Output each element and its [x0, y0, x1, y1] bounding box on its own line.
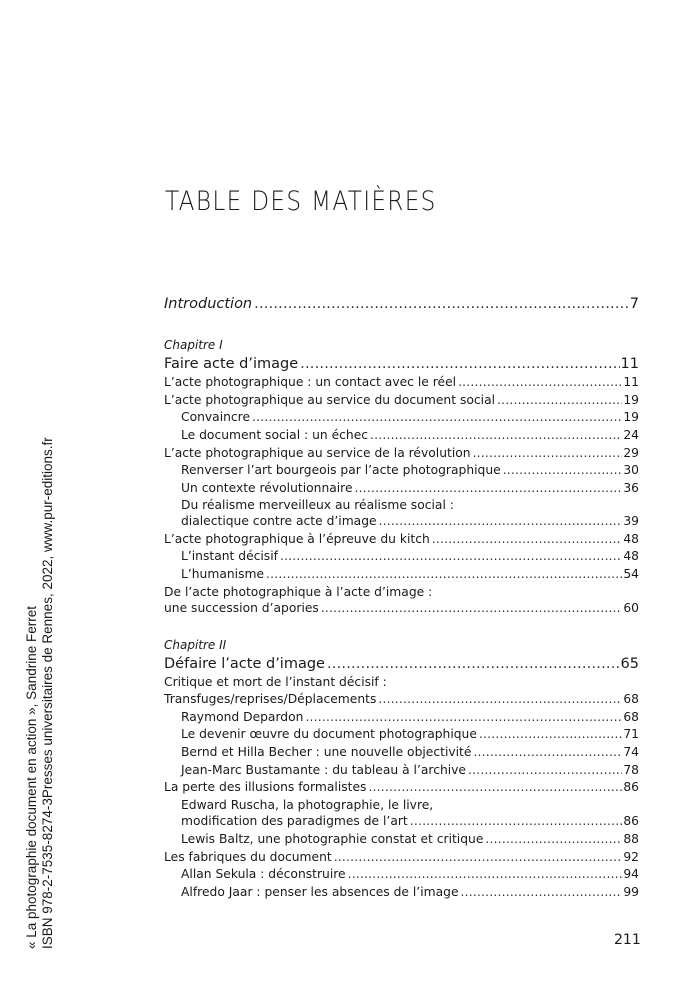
chapter-label: Chapitre II: [164, 638, 227, 652]
toc-entry-label: L’instant décisif: [181, 549, 278, 563]
toc-entry-page: 7: [629, 296, 639, 312]
toc-entry-label: Convaincre: [181, 410, 251, 424]
toc-entry[interactable]: [164, 445, 639, 461]
dot-leader: [410, 813, 623, 829]
toc-entry-label: Renverser l’art bourgeois par l’acte photographique: [181, 463, 501, 477]
toc-subentry[interactable]: [181, 831, 639, 847]
toc-subentry[interactable]: [181, 813, 639, 829]
toc-entry[interactable]: [164, 531, 639, 547]
toc-entry-page: 88: [623, 832, 639, 846]
dot-leader: [378, 691, 622, 707]
toc-entry-page: 68: [623, 692, 639, 706]
dot-leader: [254, 295, 629, 313]
toc-entry-page: 48: [623, 549, 639, 563]
toc-entry-page: 78: [623, 763, 639, 777]
toc-entry-label: Un contexte révolutionnaire: [181, 481, 353, 495]
dot-leader: [485, 831, 622, 847]
toc-entry-label: modification des paradigmes de l’art: [181, 814, 408, 828]
toc-entry-page: 36: [623, 481, 639, 495]
chapter-heading[interactable]: [164, 355, 639, 373]
toc-subentry[interactable]: [181, 462, 639, 478]
toc-entry[interactable]: [164, 600, 639, 616]
toc-entry-label: Les fabriques du document: [164, 850, 332, 864]
toc-subentry[interactable]: [181, 409, 639, 425]
toc-entry-label: Lewis Baltz, une photographie constat et critique: [181, 832, 484, 846]
toc-entry-label: Alfredo Jaar : penser les absences de l’image: [181, 885, 459, 899]
toc-entry-label: Le document social : un échec: [181, 428, 369, 442]
toc-entry[interactable]: [164, 392, 639, 408]
copyright-line-2: ISBN 978-2-7535-8274-3Presses universitaires de Rennes, 2022, www.pur-editions.fr: [39, 437, 55, 949]
dot-leader: [497, 392, 622, 408]
toc-entry-page: 99: [623, 885, 639, 899]
toc-subentry[interactable]: [181, 744, 639, 760]
toc-entry-page: 74: [623, 745, 639, 759]
toc-subentry-first-line: Edward Ruscha, la photographie, le livre,: [181, 798, 434, 812]
toc-subentry[interactable]: [181, 513, 639, 529]
dot-leader: [370, 427, 622, 443]
toc-subentry[interactable]: [181, 866, 639, 882]
toc-entry-page: 94: [623, 867, 639, 881]
toc-entry-page: 30: [623, 463, 639, 477]
toc-entry-label: Raymond Depardon: [181, 710, 304, 724]
toc-entry-label: une succession d’apories: [164, 601, 319, 615]
toc-entry-first-line: Critique et mort de l’instant décisif :: [164, 675, 387, 689]
dot-leader: [280, 548, 622, 564]
chapter-label: Chapitre I: [164, 338, 223, 352]
page-number: 211: [614, 932, 641, 948]
toc-entry-label: Jean-Marc Bustamante : du tableau à l’archive: [181, 763, 467, 777]
toc-entry-label: Bernd et Hilla Becher : une nouvelle objectivité: [181, 745, 472, 759]
toc-entry-label: L’acte photographique au service de la révolution: [164, 446, 471, 460]
dot-leader: [348, 866, 623, 882]
toc-entry-page: 39: [623, 514, 639, 528]
toc-entry-page: 24: [623, 428, 639, 442]
dot-leader: [305, 709, 622, 725]
toc-entry[interactable]: [164, 849, 639, 865]
dot-leader: [473, 744, 622, 760]
toc-subentry[interactable]: [181, 427, 639, 443]
toc-entry-label: L’acte photographique au service du document social: [164, 393, 496, 407]
copyright-line-1: « La photographie document en action », Sandrine Ferret: [24, 606, 39, 949]
toc-subentry[interactable]: [181, 884, 639, 900]
dot-leader: [327, 655, 620, 673]
toc-entry-label: Le devenir œuvre du document photographique: [181, 727, 477, 741]
copyright-text: [24, 437, 55, 949]
toc-subentry[interactable]: [181, 709, 639, 725]
dot-leader: [379, 513, 623, 529]
toc-entry-page: 60: [623, 601, 639, 615]
chapter-heading[interactable]: [164, 655, 639, 673]
dot-leader: [432, 531, 623, 547]
toc-entry-label: L’acte photographique à l’épreuve du kitch: [164, 532, 430, 546]
toc-entry-label: L’acte photographique : un contact avec le réel: [164, 375, 457, 389]
toc-entry-page: 29: [623, 446, 639, 460]
toc-entry-page: 19: [623, 410, 639, 424]
dot-leader: [458, 374, 622, 390]
dot-leader: [479, 726, 622, 742]
page-title: TABLE DES MATIÈRES: [165, 186, 437, 217]
toc-entry-page: 71: [623, 727, 639, 741]
toc-entry-label: Allan Sekula : déconstruire: [181, 867, 346, 881]
toc-entry[interactable]: [164, 779, 639, 795]
dot-leader: [300, 355, 619, 373]
dot-leader: [266, 566, 622, 582]
toc-entry-page: 86: [623, 780, 639, 794]
toc-entry-page: 11: [620, 356, 639, 372]
toc-subentry[interactable]: [181, 566, 639, 582]
dot-leader: [355, 480, 623, 496]
toc-entry-page: 48: [623, 532, 639, 546]
dot-leader: [368, 779, 622, 795]
dot-leader: [334, 849, 623, 865]
toc-entry-page: 54: [623, 567, 639, 581]
toc-entry-label: Faire acte d’image: [164, 356, 299, 372]
dot-leader: [468, 762, 622, 778]
toc-entry-label: Transfuges/reprises/Déplacements: [164, 692, 377, 706]
toc-entry-page: 19: [623, 393, 639, 407]
toc-subentry[interactable]: [181, 726, 639, 742]
toc-entry[interactable]: [164, 374, 639, 390]
dot-leader: [321, 600, 623, 616]
dot-leader: [461, 884, 623, 900]
toc-entry-page: 68: [623, 710, 639, 724]
toc-entry-page: 11: [623, 375, 639, 389]
toc-entry-introduction[interactable]: [164, 295, 639, 313]
dot-leader: [503, 462, 623, 478]
toc-entry-label: Défaire l’acte d’image: [164, 656, 325, 672]
dot-leader: [252, 409, 622, 425]
toc-entry-page: 86: [623, 814, 639, 828]
toc-subentry[interactable]: [181, 762, 639, 778]
toc-subentry[interactable]: [181, 548, 639, 564]
toc-entry-page: 65: [620, 656, 639, 672]
toc-entry-label: L’humanisme: [181, 567, 265, 581]
toc-entry-label: La perte des illusions formalistes: [164, 780, 367, 794]
toc-entry-first-line: De l’acte photographique à l’acte d’image :: [164, 585, 433, 599]
toc-entry-page: 92: [623, 850, 639, 864]
toc-entry[interactable]: [164, 691, 639, 707]
dot-leader: [473, 445, 623, 461]
toc-subentry[interactable]: [181, 480, 639, 496]
toc-entry-label: Introduction: [164, 296, 253, 312]
toc-entry-label: dialectique contre acte d’image: [181, 514, 377, 528]
toc-subentry-first-line: Du réalisme merveilleux au réalisme social :: [181, 498, 454, 512]
